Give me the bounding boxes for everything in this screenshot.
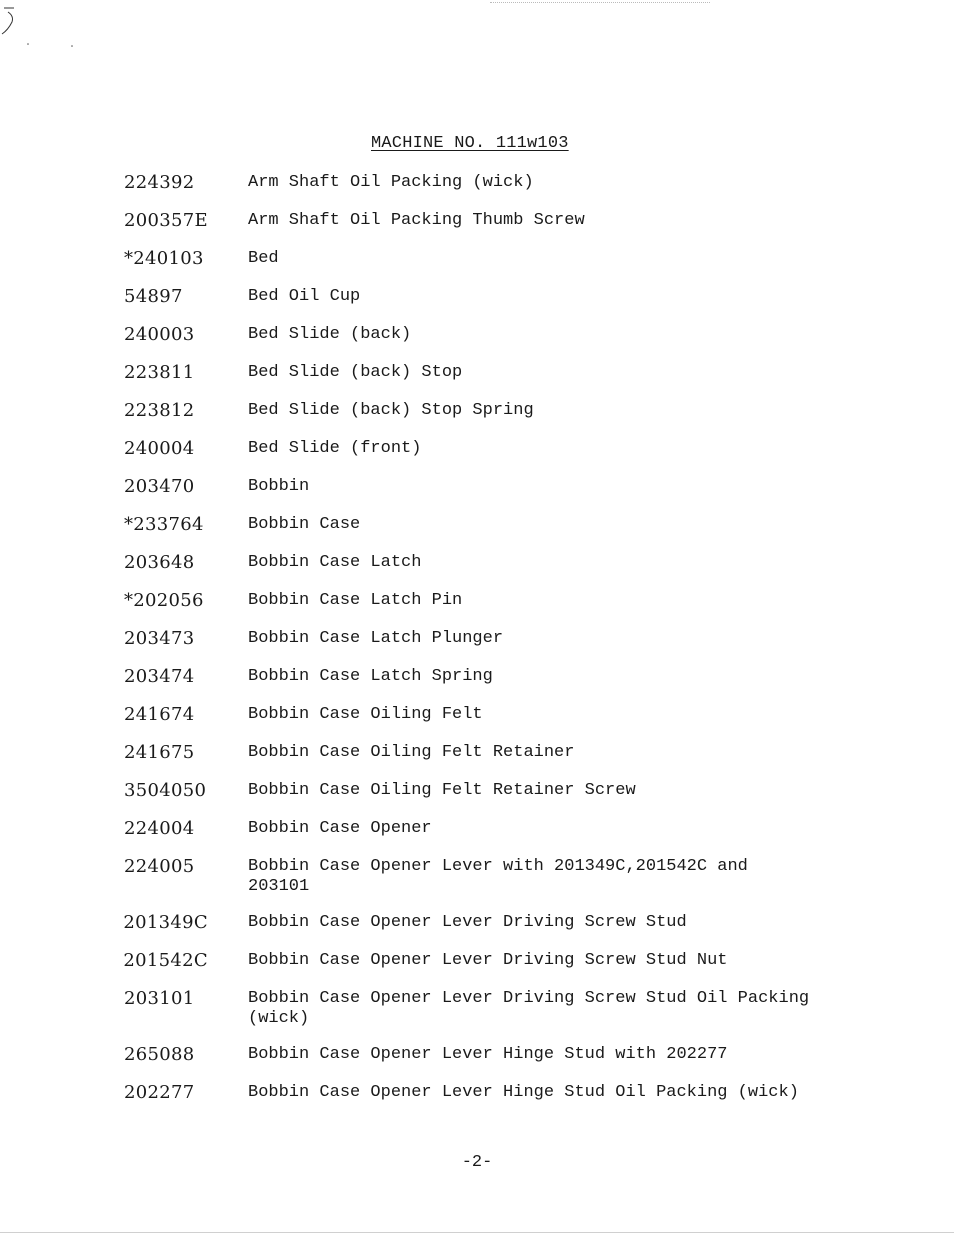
part-number xyxy=(108,913,208,933)
part-number xyxy=(108,249,208,269)
part-number-text: 223812 xyxy=(124,400,195,421)
part-description: Bobbin Case Latch Pin xyxy=(248,591,463,610)
part-number-text: 201542C xyxy=(123,950,208,971)
part-row xyxy=(0,171,954,209)
part-number xyxy=(108,1045,208,1065)
parts-list xyxy=(0,171,954,1119)
part-number xyxy=(108,211,208,231)
part-number xyxy=(108,439,208,459)
part-row xyxy=(0,741,954,779)
part-description: Bed Slide (back) Stop xyxy=(248,363,463,382)
part-description: Bobbin Case Latch Plunger xyxy=(248,629,504,648)
part-row xyxy=(0,285,954,323)
part-number-text: 203474 xyxy=(124,666,195,687)
corner-scan-mark xyxy=(0,4,80,54)
part-number-text: *233764 xyxy=(124,514,204,535)
part-row xyxy=(0,949,954,987)
part-number xyxy=(108,325,208,345)
part-number-text: 240004 xyxy=(124,438,195,459)
part-row xyxy=(0,665,954,703)
part-number-text: 3504050 xyxy=(124,780,207,801)
part-number-text: 203648 xyxy=(124,552,195,573)
top-scan-specks xyxy=(490,2,710,5)
part-description: Bobbin Case Opener Lever Hinge Stud Oil Packing (wick) xyxy=(248,1083,799,1102)
part-description: Bobbin Case Oiling Felt Retainer Screw xyxy=(248,781,636,800)
part-row xyxy=(0,1043,954,1081)
part-number xyxy=(108,667,208,687)
part-number xyxy=(108,173,208,193)
part-row xyxy=(0,209,954,247)
part-description: Arm Shaft Oil Packing (wick) xyxy=(248,173,534,192)
part-number-text: 240003 xyxy=(124,324,195,345)
part-row xyxy=(0,361,954,399)
part-description: Bed Oil Cup xyxy=(248,287,361,306)
part-row xyxy=(0,855,954,911)
part-description: Bobbin Case Opener Lever Driving Screw Stud Oil Packing (wick) xyxy=(248,989,810,1028)
part-description: Bed Slide (back) xyxy=(248,325,412,344)
page-number: -2- xyxy=(461,1153,493,1172)
part-description: Bobbin Case Latch Spring xyxy=(248,667,493,686)
part-number-text: 200357E xyxy=(124,210,208,231)
part-number xyxy=(108,705,208,725)
part-description: Bobbin Case Latch xyxy=(248,553,422,572)
part-number-text: 241675 xyxy=(124,742,195,763)
part-row xyxy=(0,323,954,361)
part-number xyxy=(108,857,208,877)
part-description: Arm Shaft Oil Packing Thumb Screw xyxy=(248,211,585,230)
part-description: Bobbin Case Opener Lever Driving Screw Stud Nut xyxy=(248,951,728,970)
part-number-text: 224392 xyxy=(124,172,195,193)
part-description: Bobbin Case Opener Lever Driving Screw Stud xyxy=(248,913,687,932)
part-number xyxy=(108,515,208,535)
part-number-text: 203473 xyxy=(124,628,195,649)
part-number xyxy=(108,363,208,383)
part-number-text: 223811 xyxy=(124,362,195,383)
part-number xyxy=(108,1083,208,1103)
part-number xyxy=(108,819,208,839)
part-number-text: 201349C xyxy=(123,912,208,933)
part-description: Bobbin Case Opener Lever with 201349C,201542C and 203101 xyxy=(248,857,748,896)
part-number xyxy=(108,951,208,971)
part-row xyxy=(0,437,954,475)
part-description: Bobbin xyxy=(248,477,310,496)
part-number-text: 203101 xyxy=(124,988,195,1009)
part-row xyxy=(0,399,954,437)
part-description: Bobbin Case Oiling Felt xyxy=(248,705,483,724)
part-row xyxy=(0,779,954,817)
part-row xyxy=(0,589,954,627)
part-description: Bobbin Case Opener xyxy=(248,819,432,838)
part-number xyxy=(108,287,208,307)
part-number xyxy=(108,591,208,611)
part-description: Bed Slide (front) xyxy=(248,439,422,458)
part-number xyxy=(108,477,208,497)
part-number xyxy=(108,989,208,1009)
part-number-text: 203470 xyxy=(124,476,195,497)
bottom-edge-rule xyxy=(0,1232,954,1233)
part-row xyxy=(0,551,954,589)
part-description: Bobbin Case Oiling Felt Retainer xyxy=(248,743,575,762)
part-number-text: 224005 xyxy=(124,856,195,877)
part-number xyxy=(108,781,208,801)
part-row xyxy=(0,817,954,855)
page-title: MACHINE NO. 111w103 xyxy=(371,134,569,153)
part-number-text: 265088 xyxy=(124,1044,195,1065)
part-description: Bed Slide (back) Stop Spring xyxy=(248,401,534,420)
part-description: Bobbin Case xyxy=(248,515,361,534)
part-number-text: 224004 xyxy=(124,818,195,839)
part-number-text: 202277 xyxy=(124,1082,195,1103)
part-number xyxy=(108,629,208,649)
part-description: Bobbin Case Opener Lever Hinge Stud with 202277 xyxy=(248,1045,728,1064)
part-row xyxy=(0,703,954,741)
part-number xyxy=(108,553,208,573)
part-number-text: 54897 xyxy=(124,286,183,307)
part-row xyxy=(0,1081,954,1119)
part-row xyxy=(0,911,954,949)
part-description: Bed xyxy=(248,249,279,268)
part-number xyxy=(108,401,208,421)
part-row xyxy=(0,627,954,665)
part-number-text: 241674 xyxy=(124,704,195,725)
part-number-text: *202056 xyxy=(124,590,204,611)
part-row xyxy=(0,475,954,513)
part-number-text: *240103 xyxy=(124,248,204,269)
part-row xyxy=(0,247,954,285)
part-row xyxy=(0,987,954,1043)
part-row xyxy=(0,513,954,551)
part-number xyxy=(108,743,208,763)
